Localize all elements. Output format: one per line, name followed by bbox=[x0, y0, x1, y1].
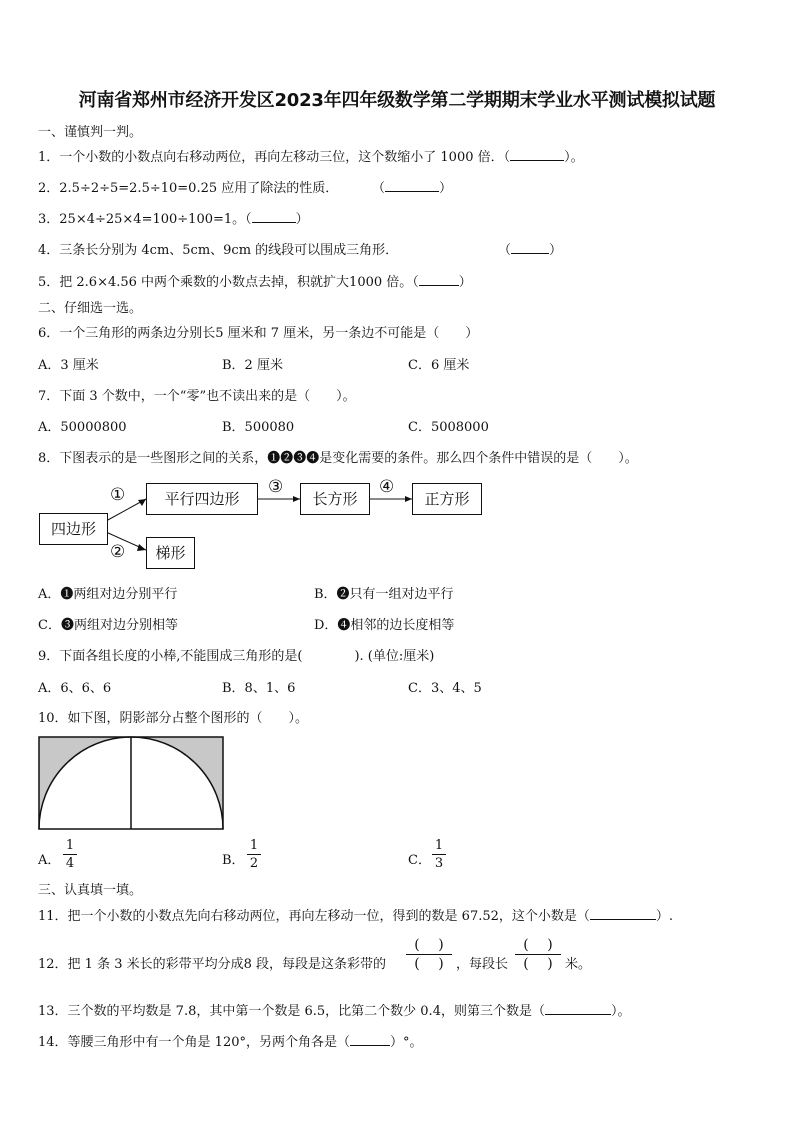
q10-option-b-label[interactable]: B． bbox=[222, 853, 245, 868]
question-1-text: 1．一个小数的小数点向右移动两位，再向左移动三位，这个数缩小了 1000 倍．（ bbox=[38, 150, 511, 165]
q10-option-b-fraction: 1 2 bbox=[247, 838, 261, 871]
arrow-head-4 bbox=[405, 496, 412, 502]
box-trapezoid: 梯形 bbox=[146, 537, 195, 569]
question-4-text: 4．三条长分别为 4cm、5cm、9cm 的线段可以围成三角形． bbox=[38, 243, 399, 258]
question-12-text: 12．把 1 条 3 米长的彩带平均分成8 段，每段是这条彩带的 bbox=[38, 957, 387, 972]
q12-length-blank[interactable]: ( ) ( ) bbox=[515, 936, 561, 973]
question-5: 5．把 2.6×4.56 中两个乘数的小数点去掉，积就扩大1000 倍。（ ） bbox=[38, 275, 472, 290]
section-heading-1: 一、谨慎判一判。 bbox=[38, 125, 143, 140]
q12-fraction-blank[interactable]: ( ) ( ) bbox=[406, 936, 452, 973]
box-square: 正方形 bbox=[412, 483, 482, 515]
condition-label-1: ① bbox=[110, 485, 126, 505]
page-title: 河南省郑州市经济开发区2023年四年级数学第二学期期末学业水平测试模拟试题 bbox=[78, 90, 716, 111]
question-9-text: 9．下面各组长度的小棒,不能围成三角形的是( ). (单位:厘米) bbox=[38, 649, 435, 664]
box-quadrilateral: 四边形 bbox=[39, 513, 108, 545]
q7-option-b[interactable]: B．500080 bbox=[222, 420, 295, 435]
arrow-head-2 bbox=[137, 544, 146, 551]
answer-blank-11[interactable] bbox=[590, 919, 656, 920]
answer-blank-14[interactable] bbox=[350, 1045, 390, 1046]
condition-label-3: ③ bbox=[268, 477, 284, 497]
question-12-end: 米。 bbox=[565, 957, 592, 972]
arrow-head-3 bbox=[293, 496, 300, 502]
q8-option-d[interactable]: D．❹相邻的边长度相等 bbox=[314, 618, 455, 633]
box-rectangle: 长方形 bbox=[300, 483, 370, 515]
q10-option-a-fraction: 1 4 bbox=[63, 838, 77, 871]
q9-option-b[interactable]: B．8、1、6 bbox=[222, 681, 296, 696]
q6-option-a[interactable]: A．3 厘米 bbox=[38, 358, 99, 373]
answer-blank-1[interactable] bbox=[510, 160, 564, 161]
answer-blank-5[interactable] bbox=[419, 285, 459, 286]
q9-option-a[interactable]: A．6、6、6 bbox=[38, 681, 112, 696]
question-12-mid: ，每段长 bbox=[456, 957, 509, 972]
answer-blank-4[interactable] bbox=[511, 253, 549, 254]
question-2-answer: （ ） bbox=[372, 181, 453, 196]
q7-option-c[interactable]: C．5008000 bbox=[408, 420, 489, 435]
section-heading-2: 二、仔细选一选。 bbox=[38, 301, 143, 316]
condition-label-4: ④ bbox=[379, 477, 395, 497]
question-11: 11．把一个小数的小数点先向右移动两位，再向左移动一位，得到的数是 67.52，这个小数是（ ）. bbox=[38, 909, 674, 924]
answer-blank-3[interactable] bbox=[252, 222, 296, 223]
q9-option-c[interactable]: C．3、4、5 bbox=[408, 681, 482, 696]
question-1-end: ）。 bbox=[564, 150, 584, 165]
answer-blank-2[interactable] bbox=[385, 191, 439, 192]
q6-option-b[interactable]: B．2 厘米 bbox=[222, 358, 283, 373]
question-4-answer: （ ） bbox=[498, 243, 563, 258]
condition-label-2: ② bbox=[110, 542, 126, 562]
q6-option-c[interactable]: C．6 厘米 bbox=[408, 358, 470, 373]
question-2-text: 2．2.5÷2÷5=2.5÷10=0.25 应用了除法的性质． bbox=[38, 181, 339, 196]
question-1 bbox=[38, 146, 584, 165]
question-7-text: 7．下面 3 个数中，一个“零”也不读出来的是（ ）。 bbox=[38, 389, 356, 404]
question-3: 3．25×4÷25×4=100÷100=1。（ ） bbox=[38, 212, 309, 227]
section-heading-3: 三、认真填一填。 bbox=[38, 883, 143, 898]
q8-option-a[interactable]: A．❶两组对边分别平行 bbox=[38, 587, 178, 602]
q10-option-c-fraction: 1 3 bbox=[432, 838, 446, 871]
q8-option-c[interactable]: C．❸两组对边分别相等 bbox=[38, 618, 178, 633]
question-10-text: 10．如下图，阴影部分占整个图形的（ ）。 bbox=[38, 711, 309, 726]
q8-option-b[interactable]: B．❷只有一组对边平行 bbox=[314, 587, 454, 602]
shaded-figure bbox=[38, 736, 226, 830]
q7-option-a[interactable]: A．50000800 bbox=[38, 420, 127, 435]
question-6-text: 6．一个三角形的两条边分别长5 厘米和 7 厘米，另一条边不可能是（ ） bbox=[38, 326, 479, 341]
answer-blank-13[interactable] bbox=[545, 1014, 611, 1015]
question-8-text: 8．下图表示的是一些图形之间的关系，❶❷❸❹是变化需要的条件。那么四个条件中错误的是（ ）。 bbox=[38, 451, 638, 466]
box-parallelogram: 平行四边形 bbox=[146, 483, 258, 515]
question-14: 14．等腰三角形中有一个角是 120°，另两个角各是（ ）°。 bbox=[38, 1035, 423, 1050]
q10-option-a-label[interactable]: A． bbox=[38, 853, 61, 868]
question-13: 13．三个数的平均数是 7.8，其中第一个数是 6.5，比第二个数少 0.4，则第三个数是（ ）。 bbox=[38, 1004, 631, 1019]
q10-option-c-label[interactable]: C． bbox=[408, 853, 431, 868]
